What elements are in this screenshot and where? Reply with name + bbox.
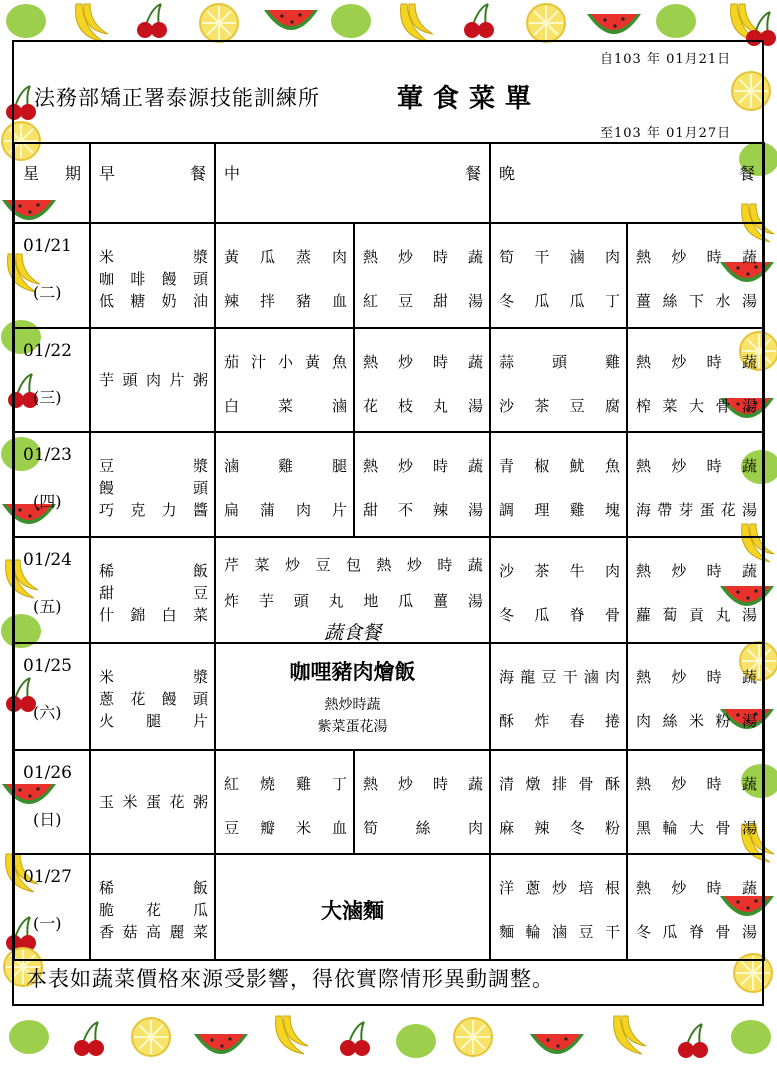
date-cell: [14, 750, 90, 854]
dinner-item-text: 筍 干 滷 肉: [499, 248, 620, 266]
day-weekday: (六): [33, 703, 62, 722]
breakfast-item-text: 芋 頭 肉 片 粥: [99, 371, 208, 389]
dinner-item: [499, 821, 620, 836]
lime-icon: [5, 2, 47, 44]
lunch-item: [224, 355, 347, 370]
lunch-item-text: 茄 汁 小 黃 魚: [224, 353, 347, 371]
dinner-item: [636, 670, 757, 685]
dinner-item: [636, 459, 757, 474]
lunch-item: [224, 459, 347, 474]
day-weekday: (三): [33, 388, 62, 407]
breakfast-item: [99, 250, 208, 265]
lunch-cell-inner: [216, 751, 353, 853]
breakfast-item: [99, 272, 208, 287]
lunch-item-text: 熱 炒 時 蔬: [363, 457, 483, 475]
dinner-item: [499, 503, 620, 518]
breakfast-cell-inner: [91, 644, 214, 749]
dinner-item: [499, 714, 620, 729]
breakfast-cell: [90, 854, 215, 960]
lunch-item-text: 炸 芋 頭 丸 地 瓜 薑 湯: [224, 592, 483, 610]
lime-icon: [395, 1022, 437, 1064]
day-row: [14, 537, 764, 643]
date-to: 至103 年 01月27日: [600, 126, 732, 141]
day-date: 01/25: [23, 656, 72, 676]
dinner-item: [499, 564, 620, 579]
breakfast-item: [99, 586, 208, 601]
dinner-item-text: 冬 瓜 脊 骨 湯: [636, 923, 757, 941]
breakfast-item: [99, 294, 208, 309]
dinner-item-text: 清 燉 排 骨 酥: [499, 775, 620, 793]
day-date: 01/21: [23, 236, 72, 256]
lime-icon: [730, 1018, 772, 1060]
dinner-cell: [490, 854, 627, 960]
breakfast-item: [99, 881, 208, 896]
breakfast-item: [99, 795, 208, 810]
dinner-header: [490, 143, 764, 223]
dinner-item-text: 酥 炸 春 捲: [499, 712, 620, 730]
lunch-item-text: 芹 菜 炒 豆 包 熱 炒 時 蔬: [224, 556, 483, 574]
cherry-icon: [338, 1020, 372, 1062]
breakfast-item: [99, 925, 208, 940]
day-weekday: (二): [33, 283, 62, 302]
lunch-cell: [354, 432, 490, 537]
dinner-item: [499, 294, 620, 309]
date-cell: [14, 537, 90, 643]
day-row: [14, 750, 764, 854]
breakfast-item-text: 甜 豆: [99, 584, 208, 602]
dinner-cell-inner: [628, 433, 763, 536]
breakfast-cell: [90, 537, 215, 643]
breakfast-cell-inner: [91, 329, 214, 431]
lunch-item-text: 豆 瓣 米 血: [224, 819, 347, 837]
dinner-item-text: 熱 炒 時 蔬: [636, 353, 757, 371]
dinner-item: [636, 714, 757, 729]
breakfast-cell: [90, 328, 215, 432]
breakfast-item: [99, 481, 208, 496]
dinner-item-text: 洋 蔥 炒 培 根: [499, 879, 620, 897]
cherry-icon: [135, 2, 169, 44]
day-date: 01/27: [23, 867, 72, 887]
lunch-cell: [215, 643, 490, 750]
breakfast-cell: [90, 750, 215, 854]
dinner-item: [499, 355, 620, 370]
breakfast-cell-inner: [91, 538, 214, 642]
dinner-item: [636, 925, 757, 940]
lunch-item: [224, 821, 347, 836]
weekday-header-b: 期: [64, 164, 81, 183]
watermelon-icon: [528, 1030, 586, 1074]
lunch-header-b: 餐: [464, 164, 481, 183]
dinner-item-text: 熱 炒 時 蔬: [636, 879, 757, 897]
date-cell-inner: [15, 224, 89, 327]
organization-name: 法務部矯正署泰源技能訓練所: [34, 86, 320, 110]
dinner-cell: [627, 328, 764, 432]
dinner-item-text: 黑 輪 大 骨 湯: [636, 819, 757, 837]
dinner-item-text: 熱 炒 時 蔬: [636, 668, 757, 686]
banana-icon: [270, 1012, 310, 1062]
date-from: 自103 年 01月21日: [600, 52, 732, 67]
watermelon-icon: [192, 1030, 250, 1074]
lunch-item-text: 花 枝 丸 湯: [363, 397, 483, 415]
dinner-header-a: 晚: [499, 164, 516, 183]
date-cell-inner: [15, 538, 89, 642]
dinner-cell-inner: [491, 433, 626, 536]
lunch-item-text: 扁 蒲 肉 片: [224, 501, 347, 519]
day-row: [14, 432, 764, 537]
day-weekday: (四): [33, 492, 62, 511]
dinner-item-text: 海 龍 豆 干 滷 肉: [499, 668, 620, 686]
lunch-item-text: 白 菜 滷: [224, 397, 347, 415]
breakfast-item-text: 米 漿: [99, 248, 208, 266]
day-date: 01/23: [23, 445, 72, 465]
dinner-item-text: 熱 炒 時 蔬: [636, 248, 757, 266]
dinner-item: [499, 925, 620, 940]
lunch-cell-inner: [216, 329, 353, 431]
date-cell: [14, 854, 90, 960]
breakfast-item: [99, 608, 208, 623]
lunch-item-text: 熱 炒 時 蔬: [363, 248, 483, 266]
day-row: [14, 223, 764, 328]
dinner-item: [636, 777, 757, 792]
dinner-item-text: 肉 絲 米 粉 湯: [636, 712, 757, 730]
dinner-item-text: 熱 炒 時 蔬: [636, 775, 757, 793]
day-row: [14, 643, 764, 750]
dinner-cell: [490, 750, 627, 854]
dinner-cell: [490, 328, 627, 432]
dinner-cell: [490, 537, 627, 643]
dinner-item-text: 蒜 頭 雞: [499, 353, 620, 371]
lunch-item: [363, 459, 483, 474]
breakfast-item-text: 香 菇 高 麗 菜: [99, 923, 208, 941]
lunch-item-text: 辣 拌 豬 血: [224, 292, 347, 310]
dinner-item: [636, 250, 757, 265]
dinner-item: [636, 355, 757, 370]
lemon-icon: [130, 1016, 172, 1062]
day-weekday: (日): [33, 810, 62, 829]
dinner-item-text: 薑 絲 下 水 湯: [636, 292, 757, 310]
date-cell: [14, 432, 90, 537]
dinner-cell: [627, 643, 764, 750]
dinner-cell-inner: [491, 538, 626, 642]
lemon-icon: [452, 1016, 494, 1062]
breakfast-header: [90, 143, 215, 223]
breakfast-cell: [90, 643, 215, 750]
dinner-cell-inner: [491, 329, 626, 431]
breakfast-item: [99, 692, 208, 707]
lunch-cell: [215, 328, 354, 432]
dinner-cell-inner: [628, 329, 763, 431]
dinner-cell: [490, 643, 627, 750]
date-cell-inner: [15, 433, 89, 536]
lunch-cell: [215, 750, 354, 854]
breakfast-item-text: 巧 克 力 醬: [99, 501, 208, 519]
breakfast-item-text: 稀 飯: [99, 562, 208, 580]
date-cell-inner: [15, 855, 89, 959]
lime-icon: [655, 2, 697, 44]
lunch-cell: [354, 328, 490, 432]
dinner-item: [499, 608, 620, 623]
lunch-cell-inner: [216, 538, 489, 642]
breakfast-header-b: 餐: [189, 164, 206, 183]
lunch-cell: [215, 854, 490, 960]
lunch-item-text: 熱 炒 時 蔬: [363, 353, 483, 371]
dinner-item-text: 麵 輪 滷 豆 干: [499, 923, 620, 941]
footnote: 本表如蔬菜價格來源受影響，得依實際情形異動調整。: [26, 967, 554, 991]
lunch-item-text: 紅 豆 甜 湯: [363, 292, 483, 310]
dinner-cell-inner: [491, 224, 626, 327]
lunch-item: [224, 250, 347, 265]
lunch-cell: [215, 537, 490, 643]
dinner-item-text: 冬 瓜 瓜 丁: [499, 292, 620, 310]
lunch-item: [224, 503, 347, 518]
breakfast-item: [99, 670, 208, 685]
lunch-cell-inner: [355, 751, 489, 853]
dinner-cell: [490, 432, 627, 537]
breakfast-item-text: 低 糖 奶 油: [99, 292, 208, 310]
lunch-cell: [215, 223, 354, 328]
lunch-side-dish: 紫菜蛋花湯: [317, 719, 388, 735]
breakfast-item-text: 豆 漿: [99, 457, 208, 475]
lunch-item-text: 紅 燒 雞 丁: [224, 775, 347, 793]
breakfast-cell-inner: [91, 224, 214, 327]
menu-table: [13, 142, 765, 961]
date-cell: [14, 643, 90, 750]
dinner-item: [499, 399, 620, 414]
dinner-item-text: 蘿 蔔 貢 丸 湯: [636, 606, 757, 624]
dinner-item-text: 海 帶 芽 蛋 花 湯: [636, 501, 757, 519]
dinner-cell: [627, 750, 764, 854]
lunch-cell: [215, 432, 354, 537]
dinner-item-text: 熱 炒 時 蔬: [636, 562, 757, 580]
cherry-icon: [462, 2, 496, 44]
day-date: 01/26: [23, 763, 72, 783]
lunch-item: [363, 821, 483, 836]
breakfast-item-text: 饅 頭: [99, 479, 208, 497]
lunch-main-dish: 大滷麵: [321, 898, 384, 923]
lunch-item-text: 滷 雞 腿: [224, 457, 347, 475]
lunch-cell-inner: [216, 224, 353, 327]
lunch-cell-inner: [216, 433, 353, 536]
dinner-cell-inner: [491, 751, 626, 853]
lunch-item-text: 筍 絲 肉: [363, 819, 483, 837]
dinner-item: [636, 399, 757, 414]
breakfast-item-text: 米 漿: [99, 668, 208, 686]
breakfast-item-text: 玉 米 蛋 花 粥: [99, 793, 208, 811]
dinner-cell-inner: [628, 538, 763, 642]
lunch-item: [363, 355, 483, 370]
day-row: [14, 854, 764, 960]
dinner-item-text: 青 椒 魷 魚: [499, 457, 620, 475]
lunch-cell-inner: [216, 855, 489, 959]
lunch-item: [224, 594, 483, 609]
lunch-cell-inner: [355, 329, 489, 431]
dinner-item: [636, 821, 757, 836]
dinner-item: [499, 881, 620, 896]
lunch-item: [363, 777, 483, 792]
page-title: 葷食菜單: [397, 84, 542, 114]
dinner-cell-inner: [628, 751, 763, 853]
dinner-item: [636, 503, 757, 518]
dinner-item: [499, 459, 620, 474]
cherry-icon: [72, 1020, 106, 1062]
breakfast-item: [99, 714, 208, 729]
dinner-item-text: 調 理 雞 塊: [499, 501, 620, 519]
dinner-item: [499, 670, 620, 685]
dinner-item-text: 沙 茶 豆 腐: [499, 397, 620, 415]
lunch-item: [224, 777, 347, 792]
lunch-header: [215, 143, 490, 223]
dinner-item-text: 沙 茶 牛 肉: [499, 562, 620, 580]
lunch-side-dish: 熱炒時蔬: [324, 697, 381, 713]
dinner-item: [499, 777, 620, 792]
lunch-cell-inner: [216, 644, 489, 749]
dinner-cell-inner: [491, 855, 626, 959]
lunch-item: [363, 503, 483, 518]
date-cell: [14, 328, 90, 432]
lunch-cell-inner: [355, 224, 489, 327]
banana-icon: [608, 1012, 648, 1062]
dinner-cell: [627, 854, 764, 960]
dinner-cell: [627, 223, 764, 328]
dinner-cell-inner: [491, 644, 626, 749]
lunch-main-dish: 咖哩豬肉燴飯: [289, 659, 416, 684]
breakfast-item-text: 稀 飯: [99, 879, 208, 897]
lunch-header-a: 中: [224, 164, 241, 183]
breakfast-cell: [90, 223, 215, 328]
dinner-item: [499, 250, 620, 265]
dinner-item: [636, 564, 757, 579]
breakfast-item: [99, 564, 208, 579]
dinner-item-text: 麻 辣 冬 粉: [499, 819, 620, 837]
dinner-cell-inner: [628, 644, 763, 749]
dinner-cell: [627, 432, 764, 537]
lunch-item: [363, 294, 483, 309]
day-date: 01/22: [23, 341, 72, 361]
lunch-item: [363, 250, 483, 265]
lunch-item: [224, 558, 483, 573]
lime-icon: [330, 2, 372, 44]
date-cell: [14, 223, 90, 328]
day-date: 01/24: [23, 550, 72, 570]
breakfast-item: [99, 503, 208, 518]
lunch-item-text: 熱 炒 時 蔬: [363, 775, 483, 793]
lunch-item-text: 黃 瓜 蒸 肉: [224, 248, 347, 266]
dinner-header-b: 餐: [738, 164, 755, 183]
breakfast-cell-inner: [91, 751, 214, 853]
date-cell-inner: [15, 329, 89, 431]
date-cell-inner: [15, 644, 89, 749]
breakfast-item-text: 火 腿 片: [99, 712, 208, 730]
breakfast-item-text: 什 錦 白 菜: [99, 606, 208, 624]
dinner-item-text: 榨 菜 大 骨 湯: [636, 397, 757, 415]
cherry-icon: [676, 1022, 710, 1064]
breakfast-item: [99, 903, 208, 918]
day-weekday: (五): [33, 597, 62, 616]
dinner-cell-inner: [628, 224, 763, 327]
breakfast-item: [99, 459, 208, 474]
breakfast-item: [99, 373, 208, 388]
dinner-cell: [490, 223, 627, 328]
lunch-note: 蔬食餐: [323, 622, 381, 644]
lime-icon: [8, 1018, 50, 1060]
weekday-header: [14, 143, 90, 223]
breakfast-cell: [90, 432, 215, 537]
breakfast-item-text: 脆 花 瓜: [99, 901, 208, 919]
lunch-item: [363, 399, 483, 414]
weekday-header-a: 星: [23, 164, 40, 183]
breakfast-cell-inner: [91, 855, 214, 959]
dinner-item-text: 熱 炒 時 蔬: [636, 457, 757, 475]
date-cell-inner: [15, 751, 89, 853]
dinner-item: [636, 608, 757, 623]
breakfast-item-text: 蔥 花 饅 頭: [99, 690, 208, 708]
lunch-item: [224, 399, 347, 414]
breakfast-cell-inner: [91, 433, 214, 536]
breakfast-header-a: 早: [99, 164, 116, 183]
dinner-item: [636, 881, 757, 896]
breakfast-item-text: 咖 啡 饅 頭: [99, 270, 208, 288]
dinner-cell-inner: [628, 855, 763, 959]
day-weekday: (一): [33, 914, 62, 933]
lunch-cell: [354, 223, 490, 328]
day-row: [14, 328, 764, 432]
lunch-cell-inner: [355, 433, 489, 536]
header-row: [14, 143, 764, 223]
lunch-cell: [354, 750, 490, 854]
lunch-item-text: 甜 不 辣 湯: [363, 501, 483, 519]
dinner-cell: [627, 537, 764, 643]
dinner-item: [636, 294, 757, 309]
lunch-item: [224, 294, 347, 309]
dinner-item-text: 冬 瓜 脊 骨: [499, 606, 620, 624]
